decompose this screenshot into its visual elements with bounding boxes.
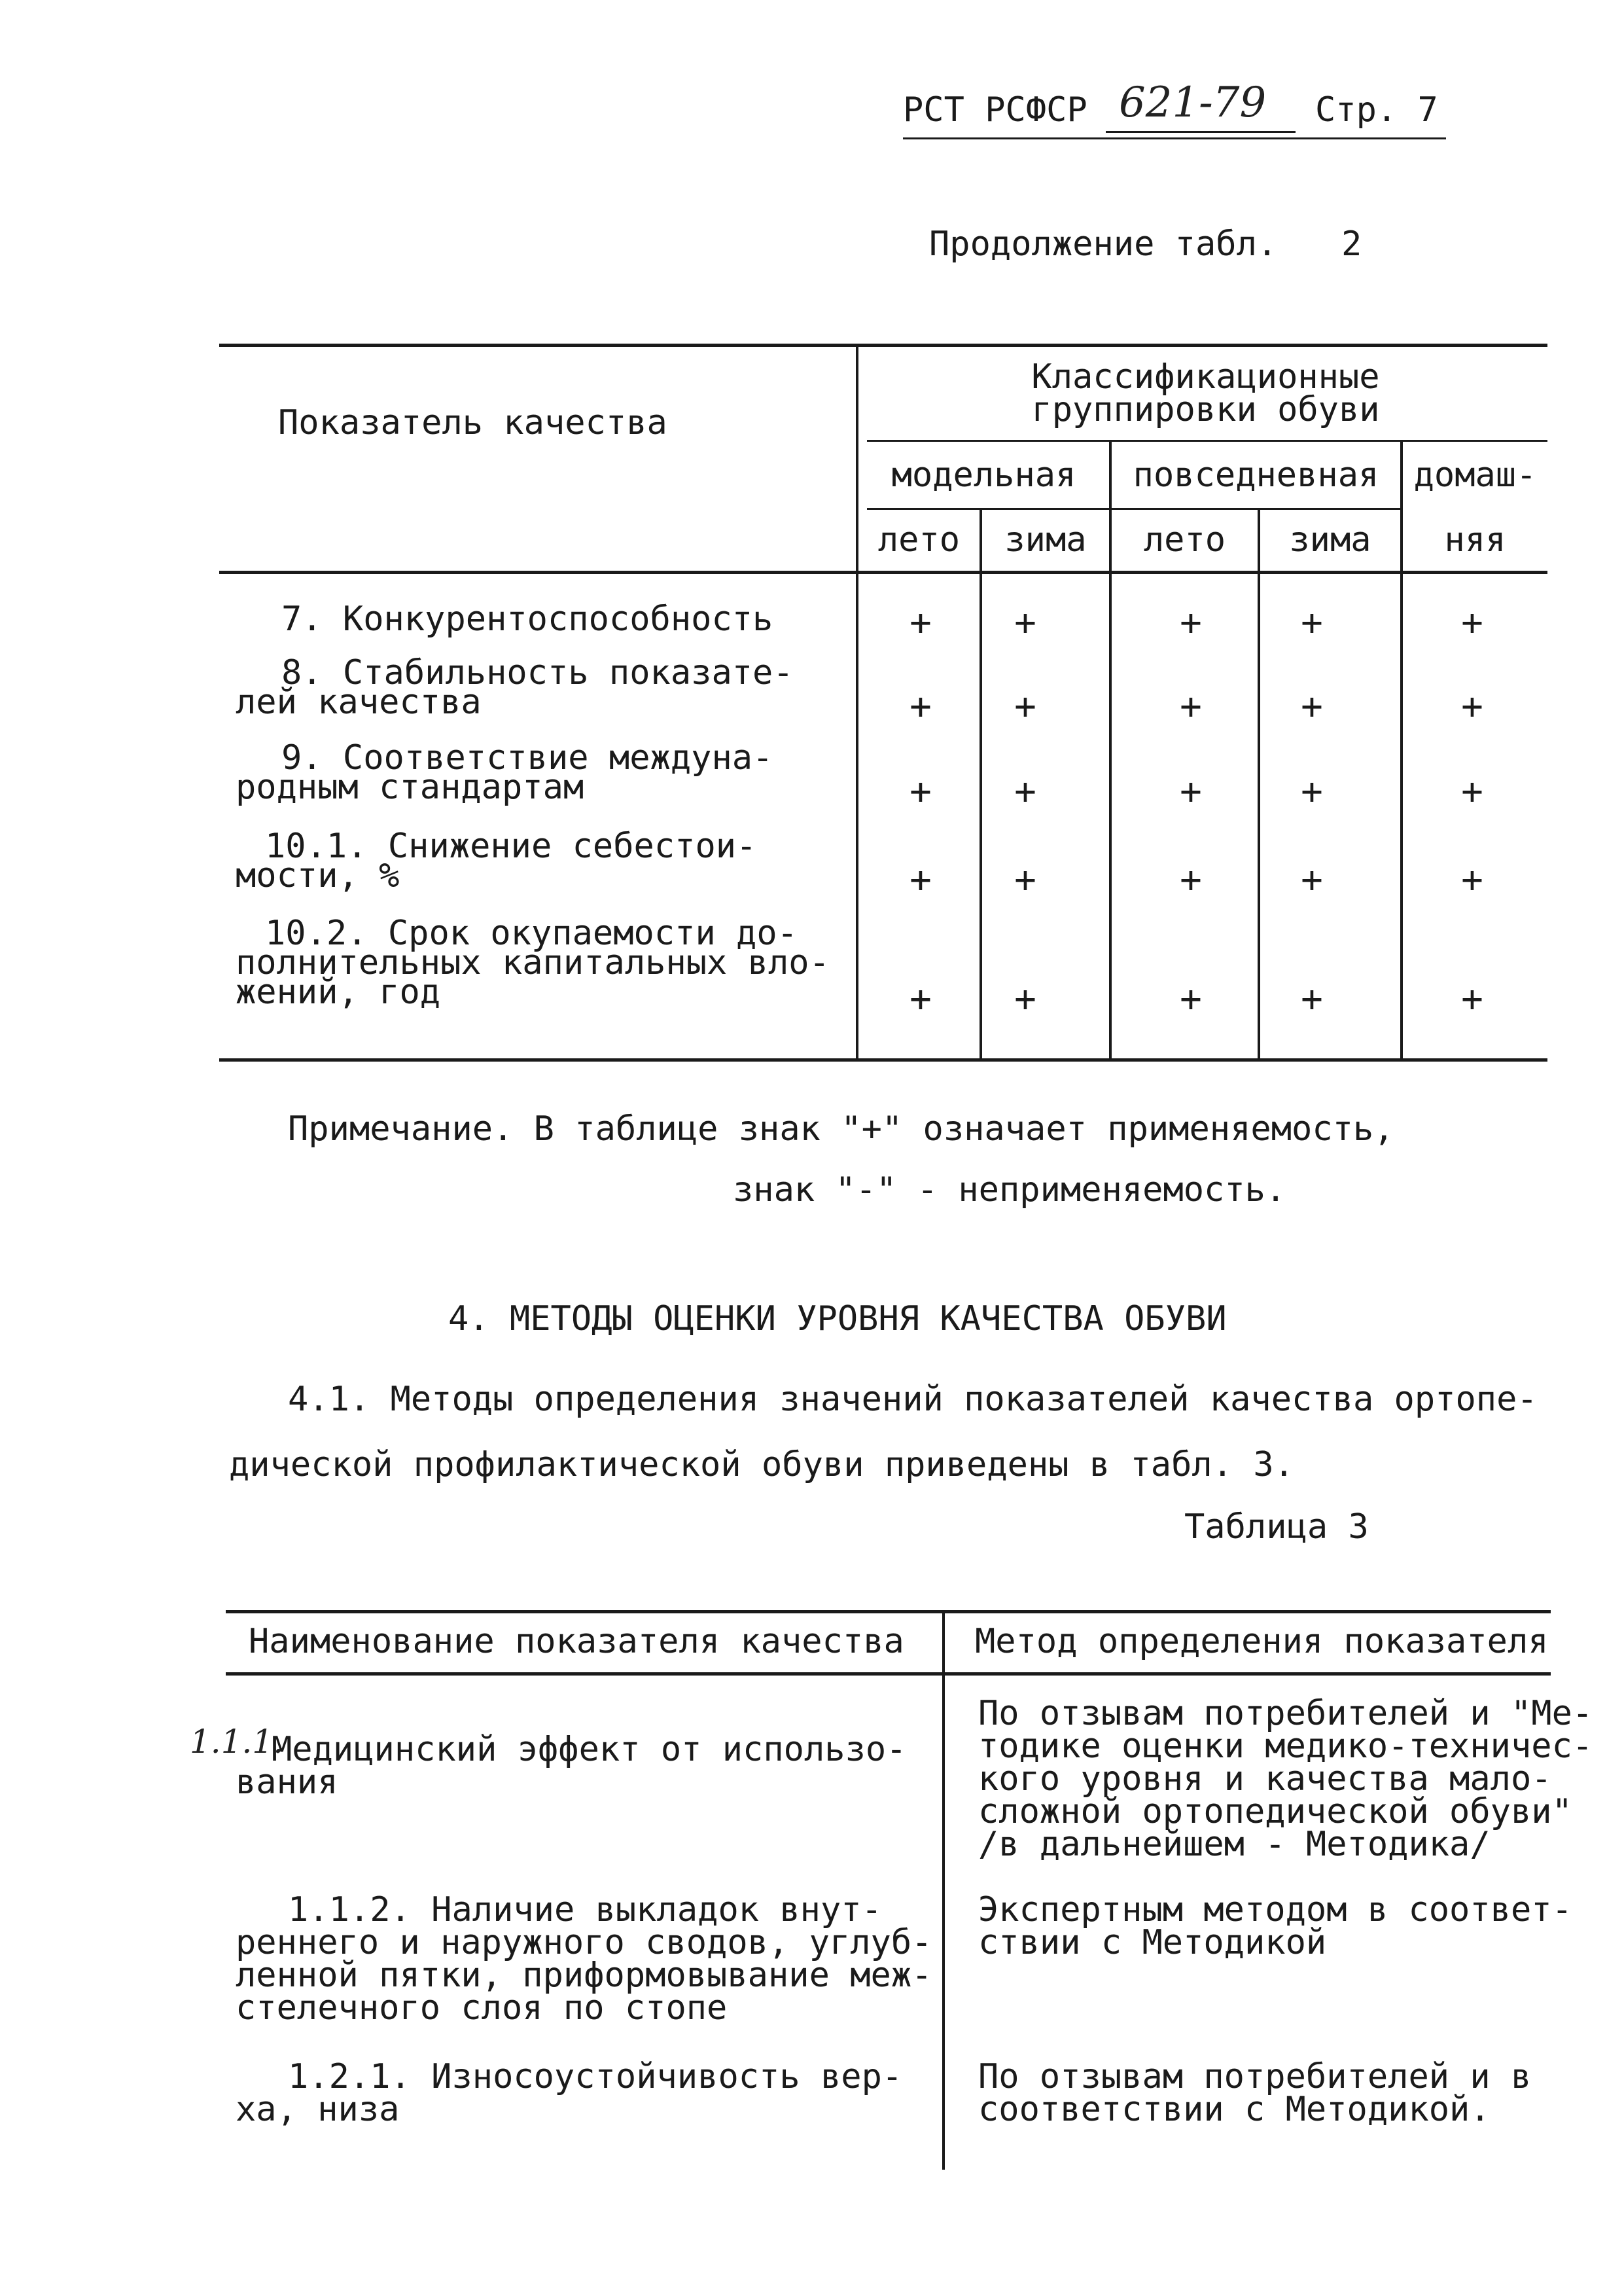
table3-col2-header: Метод определения показателя bbox=[975, 1622, 1549, 1661]
mark: + bbox=[1014, 978, 1036, 1020]
section-title: 4. МЕТОДЫ ОЦЕНКИ УРОВНЯ КАЧЕСТВА ОБУВИ bbox=[448, 1299, 1227, 1338]
table2-group-header-l1: Классификационные bbox=[1031, 357, 1380, 397]
table3-row1-method-l5: /в дальнейшем - Методика/ bbox=[978, 1825, 1491, 1864]
table2-row-10-1-l2: мости, % bbox=[236, 856, 400, 895]
table2-row-10-2-l2: полнительных капитальных вло- bbox=[236, 943, 830, 982]
table3-row2-method-l1: Экспертным методом в соответ- bbox=[978, 1890, 1572, 1929]
mark: + bbox=[1301, 685, 1323, 728]
section-para-line-1: 4.1. Методы определения значений показателей качества ортопе- bbox=[288, 1380, 1538, 1419]
standard-number: 621-79 bbox=[1119, 79, 1267, 127]
table3-row1-method-l3: кого уровня и качества мало- bbox=[978, 1759, 1552, 1799]
number-underline bbox=[1106, 131, 1296, 133]
table2-row-9-l1: 9. Соответствие междуна- bbox=[281, 738, 773, 778]
mark: + bbox=[909, 770, 932, 813]
table2-vline-2 bbox=[980, 508, 982, 1060]
table3-vline bbox=[942, 1610, 945, 2170]
table2-daily-winter: зима bbox=[1289, 520, 1371, 560]
table2-top-rule bbox=[219, 344, 1547, 347]
table2-row-8-l1: 8. Стабильность показате- bbox=[281, 653, 794, 692]
table3-row2-name-l2: реннего и наружного сводов, углуб- bbox=[236, 1923, 932, 1962]
table3-row1-method-l2: тодике оценки медико-техничес- bbox=[978, 1727, 1593, 1766]
section-para-line-2: дической профилактической обуви приведены в табл. 3. bbox=[229, 1445, 1294, 1484]
mark: + bbox=[1301, 601, 1323, 644]
table2-row-8-l2: лей качества bbox=[236, 683, 482, 722]
mark: + bbox=[1301, 770, 1323, 813]
mark: + bbox=[909, 978, 932, 1020]
table2-vline-1 bbox=[856, 344, 858, 1060]
table3-row1-name-l2: вания bbox=[236, 1763, 338, 1802]
table2-group-header-l2: группировки обуви bbox=[1031, 390, 1380, 429]
table3-row2-name-l4: стелечного слоя по стопе bbox=[236, 1988, 728, 2028]
table3-row2-name-l1: 1.1.2. Наличие выкладок внут- bbox=[288, 1890, 882, 1929]
table3-row1-method-l1: По отзывам потребителей и "Ме- bbox=[978, 1694, 1593, 1733]
table3-row1-num: 1.1.1. bbox=[190, 1723, 284, 1761]
mark: + bbox=[1301, 978, 1323, 1020]
table3-row3-method-l1: По отзывам потребителей и в bbox=[978, 2057, 1532, 2096]
table3-row1-method-l4: сложной ортопедической обуви" bbox=[978, 1792, 1572, 1831]
header-underline bbox=[903, 137, 1446, 139]
mark: + bbox=[909, 601, 932, 644]
table3-row3-name-l2: ха, низа bbox=[236, 2090, 400, 2129]
table2-row-10-2-l1: 10.2. Срок окупаемости до- bbox=[265, 914, 798, 953]
note-line-2: знак "-" - неприменяемость. bbox=[733, 1170, 1286, 1210]
table3-row2-method-l2: ствии с Методикой bbox=[978, 1923, 1327, 1962]
mark: + bbox=[1461, 685, 1483, 728]
table2-bottom-rule bbox=[219, 1058, 1547, 1062]
mark: + bbox=[1014, 685, 1036, 728]
table3-row3-method-l2: соответствии с Методикой. bbox=[978, 2090, 1491, 2129]
page-number: Стр. 7 bbox=[1315, 90, 1438, 130]
mark: + bbox=[1180, 685, 1202, 728]
table3-top-rule bbox=[226, 1610, 1551, 1613]
table2-daily-summer: лето bbox=[1143, 520, 1226, 560]
mark: + bbox=[1461, 978, 1483, 1020]
mark: + bbox=[1461, 601, 1483, 644]
mark: + bbox=[1180, 859, 1202, 901]
table2-sub-rule bbox=[867, 508, 1400, 510]
mark: + bbox=[1014, 770, 1036, 813]
table2-continuation: Продолжение табл. bbox=[929, 224, 1278, 264]
table2-row-9-l2: родным стандартам bbox=[236, 768, 584, 807]
mark: + bbox=[1461, 770, 1483, 813]
mark: + bbox=[1301, 859, 1323, 901]
mark: + bbox=[1014, 601, 1036, 644]
mark: + bbox=[1180, 601, 1202, 644]
mark: + bbox=[909, 685, 932, 728]
table2-header-rule bbox=[219, 571, 1547, 574]
table2-row-10-2-l3: жений, год bbox=[236, 973, 441, 1012]
table3-row3-name-l1: 1.2.1. Износоустойчивость вер- bbox=[288, 2057, 903, 2096]
table2-sub-home-l2: няя bbox=[1444, 520, 1506, 560]
table2-row-10-1-l1: 10.1. Снижение себестои- bbox=[265, 827, 757, 866]
standard-label: РСТ РСФСР bbox=[903, 90, 1087, 130]
mark: + bbox=[1461, 859, 1483, 901]
mark: + bbox=[1180, 770, 1202, 813]
table2-group-rule bbox=[867, 440, 1547, 442]
table3-row2-name-l3: ленной пятки, приформовывание меж- bbox=[236, 1956, 932, 1995]
mark: + bbox=[1180, 978, 1202, 1020]
table2-col-indicator: Показатель качества bbox=[278, 403, 667, 442]
note-line-1: Примечание. В таблице знак "+" означает применяемость, bbox=[288, 1109, 1394, 1149]
table2-vline-4 bbox=[1258, 508, 1260, 1060]
table2-row-7: 7. Конкурентоспособность bbox=[281, 600, 773, 639]
table2-sub-home-l1: домаш- bbox=[1413, 456, 1537, 495]
table2-sub-model: модельная bbox=[891, 456, 1076, 495]
table2-sub-daily: повседневная bbox=[1133, 456, 1379, 495]
mark: + bbox=[1014, 859, 1036, 901]
table3-col1-header: Наименование показателя качества bbox=[249, 1622, 904, 1661]
table3-header-rule bbox=[226, 1672, 1551, 1676]
table2-model-summer: лето bbox=[877, 520, 961, 560]
mark: + bbox=[909, 859, 932, 901]
table2-model-winter: зима bbox=[1004, 520, 1087, 560]
table3-caption: Таблица 3 bbox=[1184, 1507, 1369, 1547]
table3-row1-name-l1: Медицинский эффект от использо- bbox=[272, 1730, 907, 1769]
table2-continuation-num: 2 bbox=[1341, 224, 1362, 264]
